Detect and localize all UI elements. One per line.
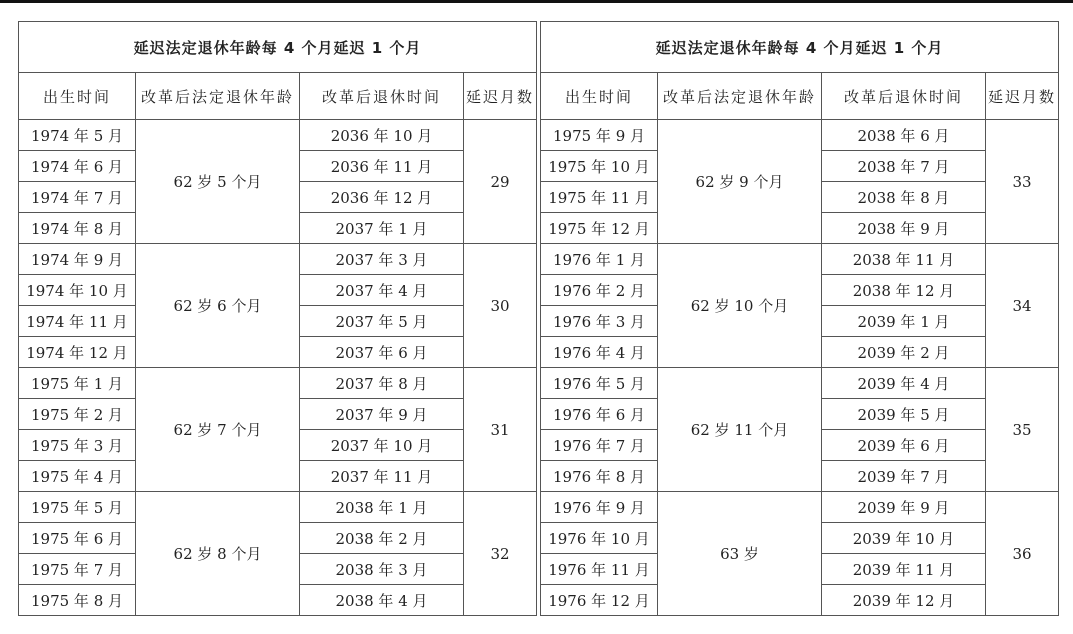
birth-date-cell: 1974 年 6 月 xyxy=(19,151,136,182)
birth-date-cell: 1976 年 4 月 xyxy=(541,337,658,368)
table-row xyxy=(541,492,1059,523)
birth-date-cell: 1974 年 10 月 xyxy=(19,275,136,306)
birth-date-cell: 1975 年 12 月 xyxy=(541,213,658,244)
header-delay-months: 延迟月数 xyxy=(986,73,1059,120)
birth-date-cell: 1976 年 11 月 xyxy=(541,554,658,585)
birth-date-cell: 1976 年 5 月 xyxy=(541,368,658,399)
retirement-time-cell: 2039 年 7 月 xyxy=(822,461,986,492)
retirement-time-cell: 2038 年 9 月 xyxy=(822,213,986,244)
delay-months-cell: 34 xyxy=(986,244,1059,368)
birth-date-cell: 1976 年 2 月 xyxy=(541,275,658,306)
retirement-time-cell: 2039 年 9 月 xyxy=(822,492,986,523)
retirement-time-cell: 2039 年 1 月 xyxy=(822,306,986,337)
retirement-time-cell: 2038 年 12 月 xyxy=(822,275,986,306)
retirement-table-right xyxy=(540,21,1059,616)
retirement-time-cell: 2038 年 8 月 xyxy=(822,182,986,213)
birth-date-cell: 1976 年 1 月 xyxy=(541,244,658,275)
header-retirement-age: 改革后法定退休年龄 xyxy=(136,73,300,120)
birth-date-cell: 1974 年 7 月 xyxy=(19,182,136,213)
birth-date-cell: 1974 年 8 月 xyxy=(19,213,136,244)
delay-months-cell: 33 xyxy=(986,120,1059,244)
retirement-time-cell: 2038 年 6 月 xyxy=(822,120,986,151)
table-row xyxy=(541,368,1059,399)
retirement-age-cell: 62 岁 9 个月 xyxy=(658,120,822,244)
birth-date-cell: 1976 年 6 月 xyxy=(541,399,658,430)
retirement-time-cell: 2037 年 11 月 xyxy=(300,461,464,492)
table-title: 延迟法定退休年龄每 4 个月延迟 1 个月 xyxy=(19,22,537,73)
table-row xyxy=(541,244,1059,275)
retirement-time-cell: 2037 年 1 月 xyxy=(300,213,464,244)
retirement-time-cell: 2038 年 11 月 xyxy=(822,244,986,275)
retirement-age-cell: 62 岁 10 个月 xyxy=(658,244,822,368)
retirement-age-cell: 62 岁 8 个月 xyxy=(136,492,300,616)
birth-date-cell: 1974 年 5 月 xyxy=(19,120,136,151)
retirement-time-cell: 2039 年 12 月 xyxy=(822,585,986,616)
delay-months-cell: 29 xyxy=(464,120,537,244)
birth-date-cell: 1976 年 12 月 xyxy=(541,585,658,616)
birth-date-cell: 1976 年 7 月 xyxy=(541,430,658,461)
birth-date-cell: 1975 年 6 月 xyxy=(19,523,136,554)
birth-date-cell: 1975 年 8 月 xyxy=(19,585,136,616)
delay-months-cell: 35 xyxy=(986,368,1059,492)
header-retirement-time: 改革后退休时间 xyxy=(300,73,464,120)
retirement-time-cell: 2039 年 6 月 xyxy=(822,430,986,461)
delay-months-cell: 36 xyxy=(986,492,1059,616)
delay-months-cell: 31 xyxy=(464,368,537,492)
birth-date-cell: 1976 年 9 月 xyxy=(541,492,658,523)
header-birth-date: 出生时间 xyxy=(541,73,658,120)
header-delay-months: 延迟月数 xyxy=(464,73,537,120)
birth-date-cell: 1975 年 10 月 xyxy=(541,151,658,182)
retirement-table xyxy=(540,21,1059,616)
retirement-time-cell: 2038 年 3 月 xyxy=(300,554,464,585)
retirement-time-cell: 2037 年 5 月 xyxy=(300,306,464,337)
table-row xyxy=(19,492,537,523)
birth-date-cell: 1975 年 1 月 xyxy=(19,368,136,399)
birth-date-cell: 1975 年 11 月 xyxy=(541,182,658,213)
birth-date-cell: 1976 年 3 月 xyxy=(541,306,658,337)
retirement-time-cell: 2038 年 1 月 xyxy=(300,492,464,523)
header-birth-date: 出生时间 xyxy=(19,73,136,120)
retirement-age-cell: 62 岁 7 个月 xyxy=(136,368,300,492)
retirement-time-cell: 2037 年 10 月 xyxy=(300,430,464,461)
retirement-time-cell: 2038 年 2 月 xyxy=(300,523,464,554)
birth-date-cell: 1975 年 4 月 xyxy=(19,461,136,492)
retirement-age-cell: 62 岁 11 个月 xyxy=(658,368,822,492)
birth-date-cell: 1976 年 10 月 xyxy=(541,523,658,554)
birth-date-cell: 1975 年 7 月 xyxy=(19,554,136,585)
retirement-age-cell: 62 岁 6 个月 xyxy=(136,244,300,368)
retirement-time-cell: 2037 年 8 月 xyxy=(300,368,464,399)
top-border-line xyxy=(0,0,1073,3)
table-row xyxy=(541,120,1059,151)
table-title: 延迟法定退休年龄每 4 个月延迟 1 个月 xyxy=(541,22,1059,73)
header-retirement-age: 改革后法定退休年龄 xyxy=(658,73,822,120)
table-row xyxy=(19,120,537,151)
retirement-time-cell: 2039 年 10 月 xyxy=(822,523,986,554)
retirement-time-cell: 2038 年 7 月 xyxy=(822,151,986,182)
retirement-age-cell: 62 岁 5 个月 xyxy=(136,120,300,244)
retirement-time-cell: 2039 年 11 月 xyxy=(822,554,986,585)
table-row xyxy=(19,368,537,399)
retirement-time-cell: 2039 年 2 月 xyxy=(822,337,986,368)
birth-date-cell: 1975 年 2 月 xyxy=(19,399,136,430)
retirement-table xyxy=(18,21,537,616)
retirement-time-cell: 2037 年 6 月 xyxy=(300,337,464,368)
retirement-table-left xyxy=(18,21,537,616)
retirement-time-cell: 2039 年 4 月 xyxy=(822,368,986,399)
retirement-time-cell: 2037 年 9 月 xyxy=(300,399,464,430)
delay-months-cell: 32 xyxy=(464,492,537,616)
retirement-time-cell: 2036 年 12 月 xyxy=(300,182,464,213)
retirement-time-cell: 2039 年 5 月 xyxy=(822,399,986,430)
table-row xyxy=(19,244,537,275)
birth-date-cell: 1974 年 9 月 xyxy=(19,244,136,275)
retirement-time-cell: 2036 年 10 月 xyxy=(300,120,464,151)
header-retirement-time: 改革后退休时间 xyxy=(822,73,986,120)
retirement-time-cell: 2037 年 3 月 xyxy=(300,244,464,275)
retirement-time-cell: 2036 年 11 月 xyxy=(300,151,464,182)
birth-date-cell: 1975 年 5 月 xyxy=(19,492,136,523)
birth-date-cell: 1975 年 3 月 xyxy=(19,430,136,461)
delay-months-cell: 30 xyxy=(464,244,537,368)
birth-date-cell: 1974 年 12 月 xyxy=(19,337,136,368)
retirement-age-cell: 63 岁 xyxy=(658,492,822,616)
retirement-time-cell: 2037 年 4 月 xyxy=(300,275,464,306)
birth-date-cell: 1974 年 11 月 xyxy=(19,306,136,337)
retirement-time-cell: 2038 年 4 月 xyxy=(300,585,464,616)
birth-date-cell: 1976 年 8 月 xyxy=(541,461,658,492)
birth-date-cell: 1975 年 9 月 xyxy=(541,120,658,151)
